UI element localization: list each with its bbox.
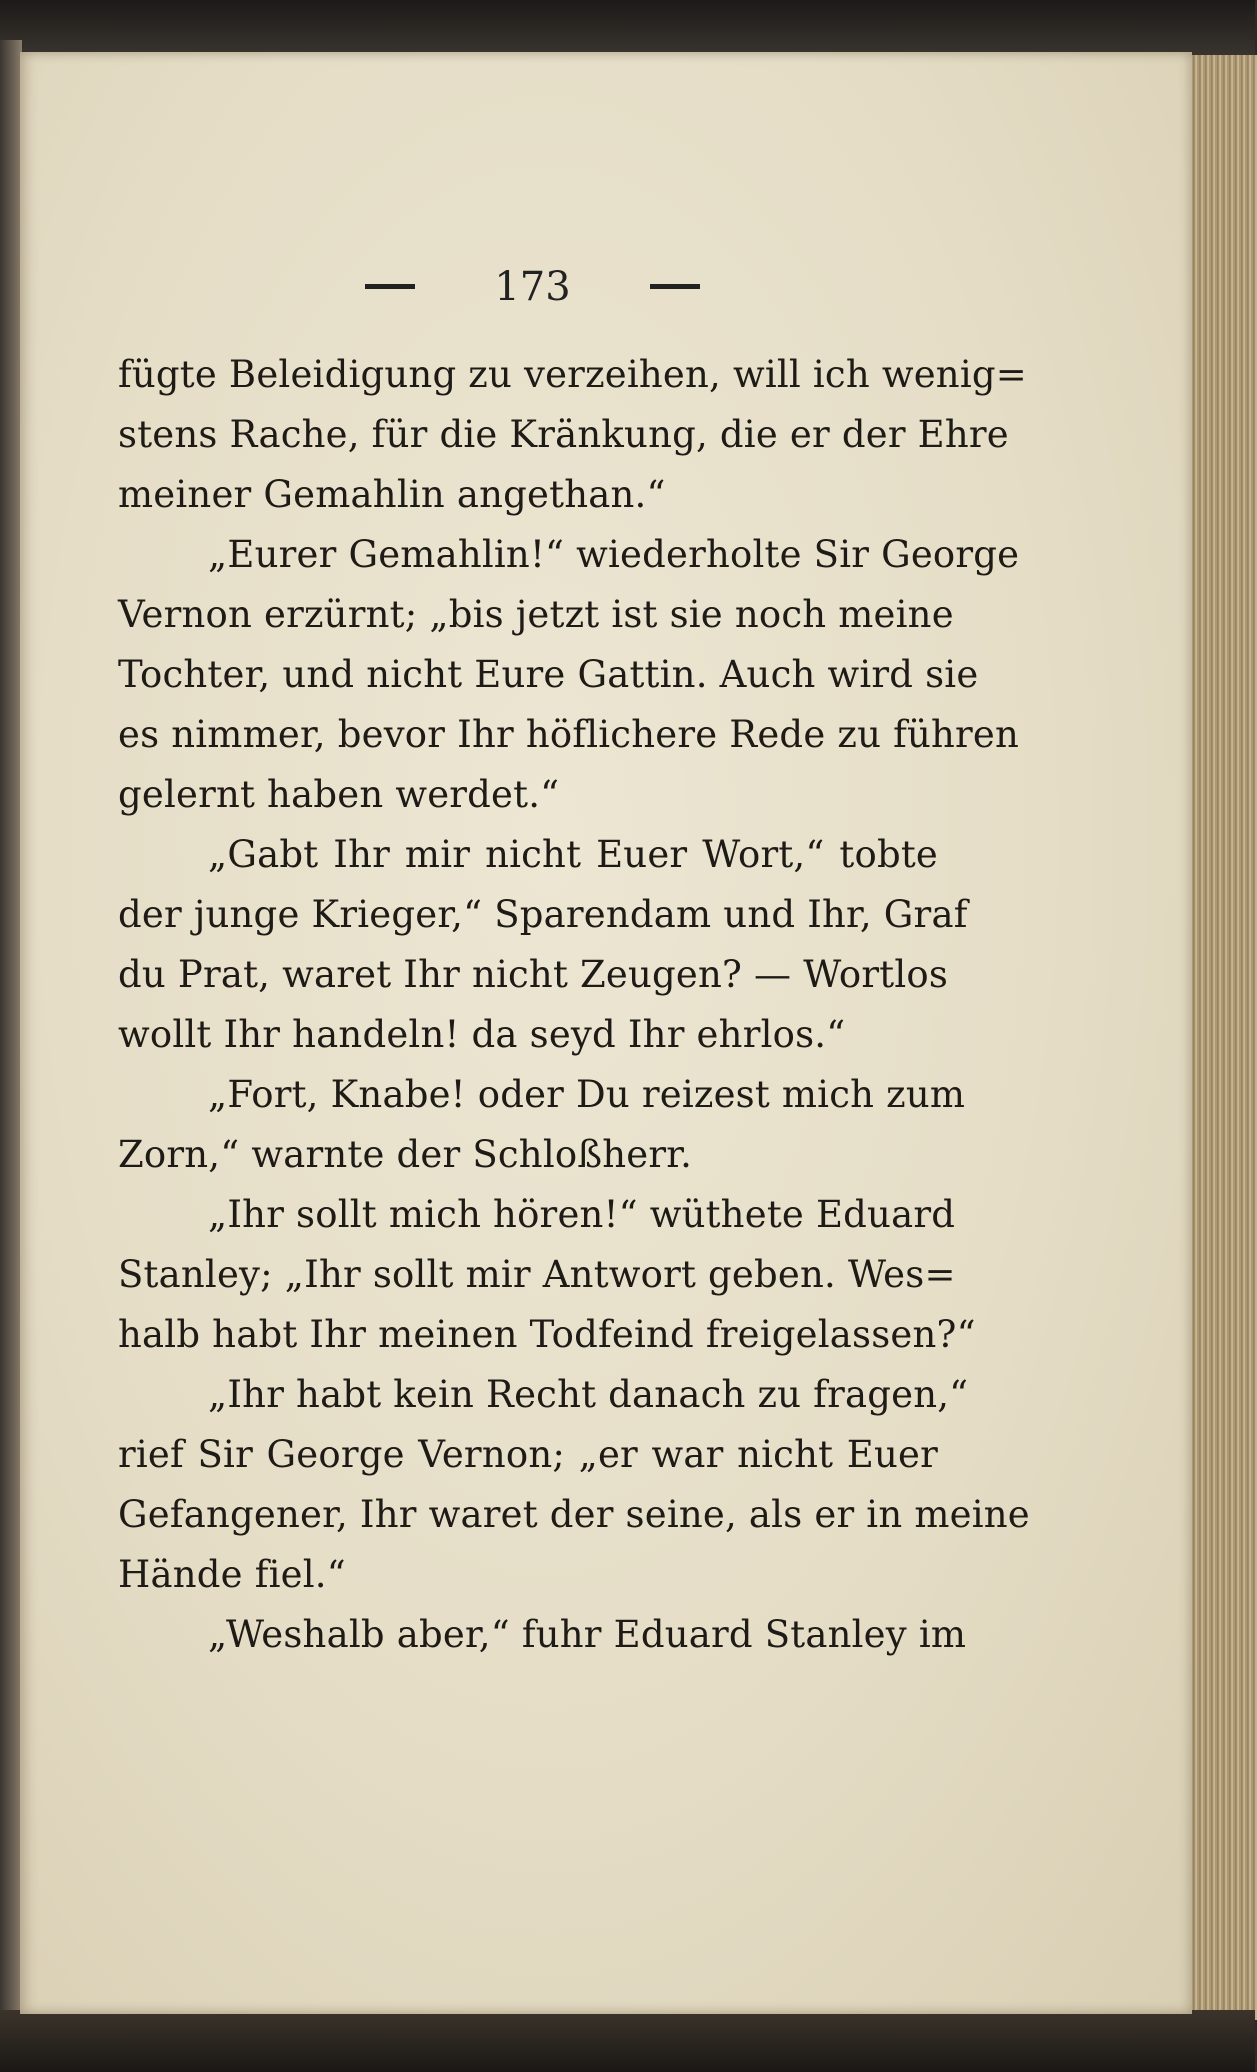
book-page: [20, 52, 1192, 2014]
text-line: der junge Krieger,“ Sparendam und Ihr, Graf: [118, 893, 968, 936]
text-line: meiner Gemahlin angethan.“: [118, 473, 666, 516]
text-line: Zorn,“ warnte der Schloßherr.: [118, 1133, 693, 1176]
text-line: es nimmer, bevor Ihr höflichere Rede zu führen: [118, 713, 1020, 756]
text-line: rief Sir George Vernon; „er war nicht Euer: [118, 1433, 938, 1476]
page-edges: [1190, 55, 1257, 2020]
text-line: „Weshalb aber,“ fuhr Eduard Stanley im: [208, 1613, 967, 1656]
text-line: fügte Beleidigung zu verzeihen, will ich wenig=: [118, 353, 1027, 396]
body-text: [118, 345, 1030, 1665]
header-dash-right: [650, 284, 700, 289]
text-line: „Ihr sollt mich hören!“ wüthete Eduard: [208, 1193, 956, 1236]
text-line: gelernt haben werdet.“: [118, 773, 560, 816]
text-line: halb habt Ihr meinen Todfeind freigelassen?“: [118, 1313, 976, 1356]
text-line: „Fort, Knabe! oder Du reizest mich zum: [208, 1073, 966, 1116]
text-line: Hände fiel.“: [118, 1553, 346, 1596]
text-line: Stanley; „Ihr sollt mir Antwort geben. Wes=: [118, 1253, 956, 1296]
page-number: 173: [494, 264, 571, 310]
text-line: „Eurer Gemahlin!“ wiederholte Sir George: [208, 533, 1020, 576]
text-line: Gefangener, Ihr waret der seine, als er in meine: [118, 1493, 1030, 1536]
page-header: [365, 257, 700, 317]
text-line: wollt Ihr handeln! da seyd Ihr ehrlos.“: [118, 1013, 846, 1056]
text-line: „Gabt Ihr mir nicht Euer Wort,“ tobte: [208, 833, 938, 876]
book-cover-top: [0, 0, 1255, 58]
text-line: Tochter, und nicht Eure Gattin. Auch wird sie: [118, 653, 979, 696]
text-line: stens Rache, für die Kränkung, die er der Ehre: [118, 413, 1009, 456]
book-spine-edge: [0, 40, 22, 2030]
text-line: du Prat, waret Ihr nicht Zeugen? — Wortlos: [118, 953, 949, 996]
text-line: „Ihr habt kein Recht danach zu fragen,“: [208, 1373, 969, 1416]
book-cover-bottom: [0, 2010, 1255, 2072]
text-line: Vernon erzürnt; „bis jetzt ist sie noch meine: [118, 593, 954, 636]
